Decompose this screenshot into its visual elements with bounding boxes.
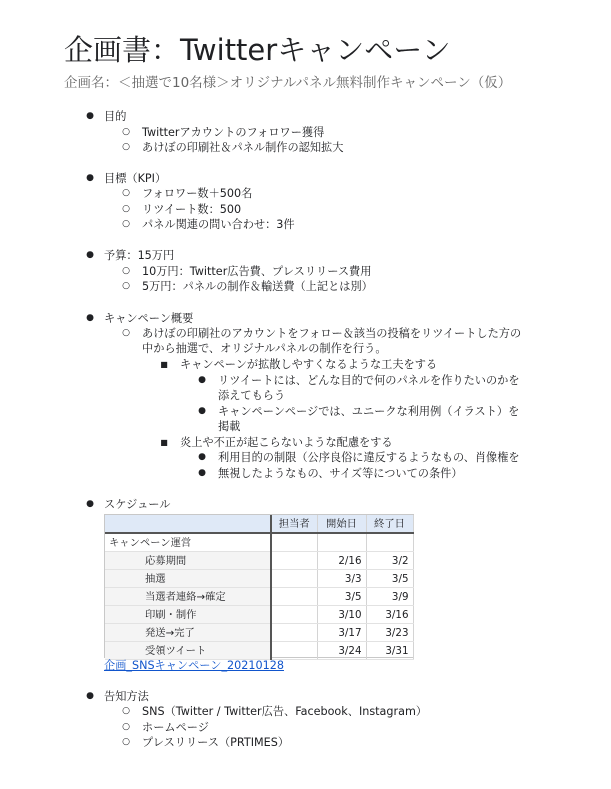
list-item: 利用目的の制限（公序良俗に違反するようなもの、肖像権を xyxy=(218,451,520,464)
bullet-l3: ■ xyxy=(160,438,168,447)
list-item-continued: 中から抽選で、オリジナルパネルの制作を行う。 xyxy=(142,342,387,355)
section-heading-schedule: スケジュール xyxy=(104,498,171,511)
bullet-l1: ● xyxy=(86,250,94,260)
list-item-continued: 添えてもらう xyxy=(218,389,286,402)
bullet-l1: ● xyxy=(86,111,94,121)
bullet-l4: ● xyxy=(198,452,206,462)
table-cell-end: 3/9 xyxy=(366,588,413,606)
table-cell xyxy=(317,533,366,552)
list-item: プレスリリース（PRTIMES） xyxy=(142,736,290,749)
list-item: 5万円：パネルの制作＆輸送費（上記とは別） xyxy=(142,280,373,293)
table-cell-end: 3/2 xyxy=(366,552,413,570)
list-item-continued: 無視したようなもの、サイズ等についての条件） xyxy=(218,467,463,480)
table-header-cell xyxy=(105,515,271,533)
table-cell-owner xyxy=(271,642,317,660)
table-row xyxy=(105,624,413,642)
table-cell-end: 3/5 xyxy=(366,570,413,588)
section-heading-promotion: 告知方法 xyxy=(104,690,149,703)
bullet-l2: ○ xyxy=(122,722,130,732)
bullet-l4: ● xyxy=(198,406,206,416)
table-cell-task: 応募期間 xyxy=(105,552,271,570)
section-heading-budget: 予算：15万円 xyxy=(104,249,175,262)
table-cell-owner xyxy=(271,588,317,606)
table-cell-start: 3/24 xyxy=(317,642,366,660)
page-subtitle: 企画名：＜抽選で10名様＞オリジナルパネル無料制作キャンペーン（仮） xyxy=(64,75,512,91)
list-item: 10万円：Twitter広告費、プレスリリース費用 xyxy=(142,265,372,278)
bullet-l1: ● xyxy=(86,313,94,323)
bullet-l3: ■ xyxy=(160,360,168,369)
bullet-l2: ○ xyxy=(122,328,130,338)
table-header-cell: 開始日 xyxy=(317,515,366,533)
list-item: あけぼの印刷社のアカウントをフォロー＆該当の投稿をリツイートした方の xyxy=(142,327,522,340)
section-heading-purpose: 目的 xyxy=(104,110,127,123)
table-cell-owner xyxy=(271,570,317,588)
table-group-label: キャンペーン運営 xyxy=(105,533,271,552)
bullet-l4: ● xyxy=(198,375,206,385)
list-item: リツイート数：500 xyxy=(142,203,242,216)
table-cell-owner xyxy=(271,624,317,642)
table-cell-end: 3/16 xyxy=(366,606,413,624)
schedule-sheet-link[interactable]: 企画_SNSキャンペーン_20210128 xyxy=(104,659,284,672)
table-row xyxy=(105,606,413,624)
table-cell-start: 3/5 xyxy=(317,588,366,606)
list-item-continued: 掲載 xyxy=(218,420,241,433)
table-row xyxy=(105,642,413,660)
table-row xyxy=(105,552,413,570)
bullet-l2: ○ xyxy=(122,127,130,137)
bullet-l4: ● xyxy=(198,468,206,478)
section-heading-overview: キャンペーン概要 xyxy=(104,312,194,325)
table-cell-start: 3/3 xyxy=(317,570,366,588)
list-item: ホームページ xyxy=(142,721,209,734)
list-item: キャンペーンページでは、ユニークな利用例（イラスト）を xyxy=(218,405,520,418)
bullet-l1: ● xyxy=(86,691,94,701)
bullet-l2: ○ xyxy=(122,281,130,291)
table-row xyxy=(105,588,413,606)
table-cell xyxy=(271,533,317,552)
list-item: リツイートには、どんな目的で何のパネルを作りたいのかを xyxy=(218,374,520,387)
bullet-l1: ● xyxy=(86,499,94,509)
table-cell-owner xyxy=(271,552,317,570)
table-cell-start: 3/10 xyxy=(317,606,366,624)
list-item: キャンペーンが拡散しやすくなるような工夫をする xyxy=(180,358,438,371)
table-cell-start: 3/17 xyxy=(317,624,366,642)
list-item: パネル関連の問い合わせ：3件 xyxy=(142,218,295,231)
bullet-l2: ○ xyxy=(122,706,130,716)
bullet-l2: ○ xyxy=(122,204,130,214)
table-cell xyxy=(366,533,413,552)
table-row xyxy=(105,570,413,588)
table-cell-task: 抽選 xyxy=(105,570,271,588)
bullet-l2: ○ xyxy=(122,188,130,198)
list-item: フォロワー数＋500名 xyxy=(142,187,253,200)
table-cell-end: 3/23 xyxy=(366,624,413,642)
list-item: 炎上や不正が起こらないような配慮をする xyxy=(180,436,393,449)
table-cell-start: 2/16 xyxy=(317,552,366,570)
table-header-row xyxy=(105,515,413,533)
table-cell-task: 当選者連絡→確定 xyxy=(105,588,271,606)
table-cell-task: 受領ツイート xyxy=(105,642,271,660)
table-cell-owner xyxy=(271,606,317,624)
table-cell-task: 印刷・制作 xyxy=(105,606,271,624)
schedule-table xyxy=(104,514,414,658)
table-header-cell: 終了日 xyxy=(366,515,413,533)
section-heading-goals: 目標（KPI） xyxy=(104,172,167,185)
table-cell-end: 3/31 xyxy=(366,642,413,660)
table-cell-task: 発送→完了 xyxy=(105,624,271,642)
list-item: あけぼの印刷社＆パネル制作の認知拡大 xyxy=(142,141,344,154)
table-header-cell: 担当者 xyxy=(271,515,317,533)
bullet-l2: ○ xyxy=(122,266,130,276)
table-group-row xyxy=(105,533,413,552)
bullet-l1: ● xyxy=(86,173,94,183)
page-title: 企画書：Twitterキャンペーン xyxy=(64,33,451,67)
list-item: SNS（Twitter / Twitter広告、Facebook、Instagram） xyxy=(142,705,428,718)
bullet-l2: ○ xyxy=(122,737,130,747)
bullet-l2: ○ xyxy=(122,219,130,229)
list-item: Twitterアカウントのフォロワー獲得 xyxy=(142,126,325,139)
bullet-l2: ○ xyxy=(122,142,130,152)
